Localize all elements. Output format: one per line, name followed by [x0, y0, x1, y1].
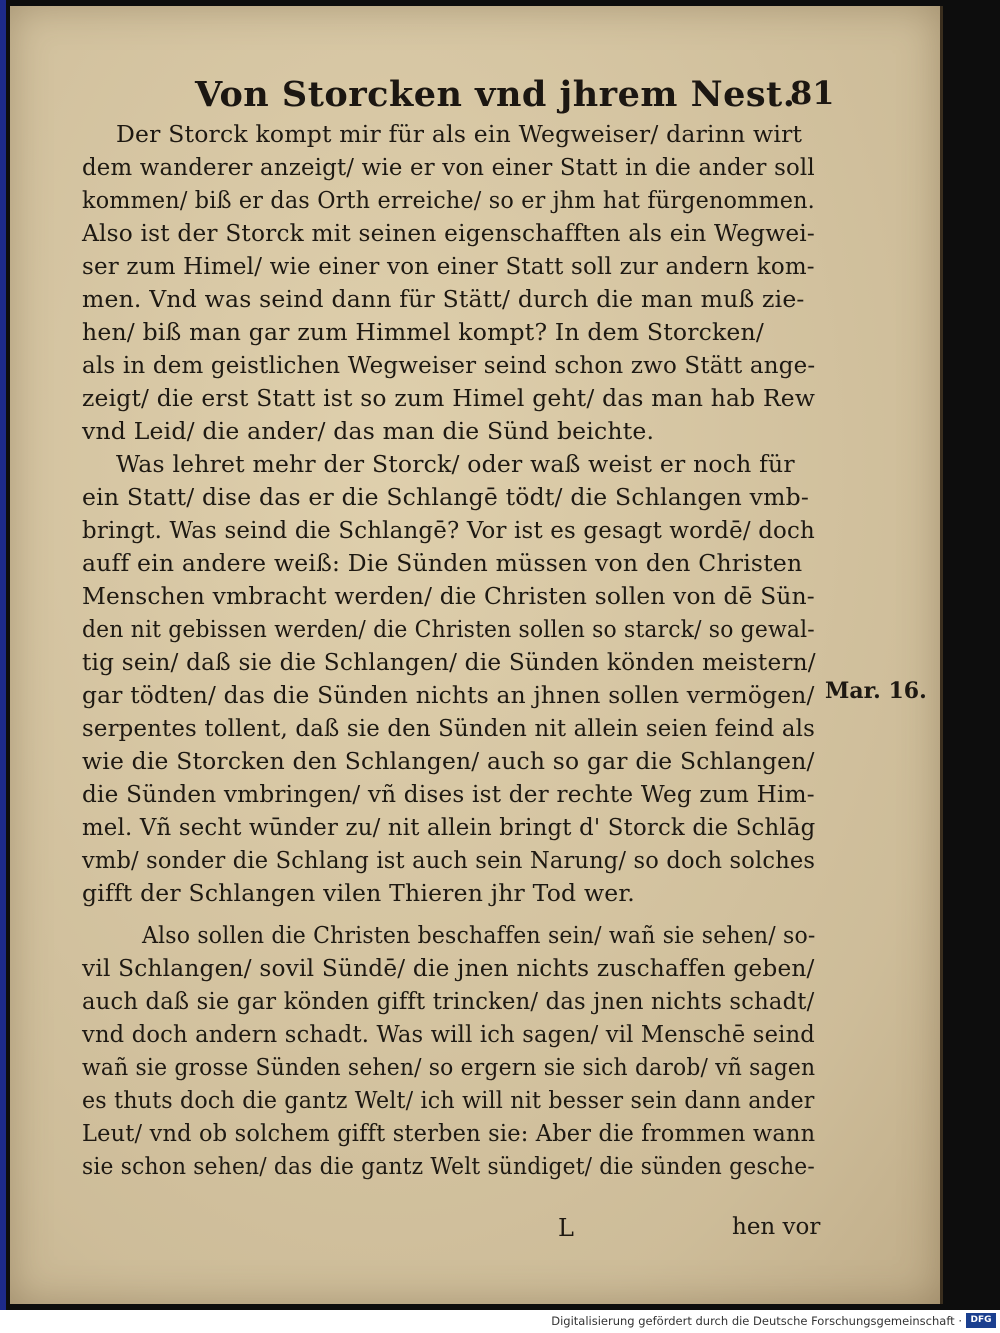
- text-line: Also sollen die Christen beschaffen sein/ wañ sie sehen/ so-: [142, 921, 816, 949]
- text-line: wie die Storcken den Schlangen/ auch so gar die Schlangen/: [82, 747, 815, 775]
- footer-bar: [0, 1310, 1000, 1333]
- text-line: vnd Leid/ die ander/ das man die Sünd beichte.: [82, 417, 655, 445]
- text-line: gar tödten/ das die Sünden nichts an jhnen sollen vermögen/: [82, 681, 815, 709]
- text-line: zeigt/ die erst Statt ist so zum Himel geht/ das man hab Rew: [82, 384, 816, 412]
- text-line: wañ sie grosse Sünden sehen/ so ergern sie sich darob/ vñ sagen: [82, 1053, 816, 1081]
- text-line: vmb/ sonder die Schlang ist auch sein Narung/ so doch solches: [82, 846, 816, 874]
- text-line: bringt. Was seind die Schlangē? Vor ist es gesagt wordē/ doch: [82, 516, 815, 544]
- text-line: kommen/ biß er das Orth erreiche/ so er jhm hat fürgenommen.: [82, 186, 815, 214]
- text-line: Der Storck kompt mir für als ein Wegweiser/ darinn wirt: [116, 120, 803, 148]
- text-line: auff ein andere weiß: Die Sünden müssen von den Christen: [82, 549, 803, 577]
- page-header: [195, 74, 835, 124]
- dfg-logo-icon: DFG: [966, 1313, 996, 1328]
- running-title: Von Storcken vnd jhrem Nest.: [195, 74, 796, 115]
- text-line: den nit gebissen werden/ die Christen sollen so starck/ so gewal-: [82, 615, 815, 643]
- text-line: als in dem geistlichen Wegweiser seind schon zwo Stätt ange-: [82, 351, 816, 379]
- dfg-credit-text: Digitalisierung gefördert durch die Deutsche Forschungsgemeinschaft ·: [551, 1314, 962, 1328]
- text-line: gifft der Schlangen vilen Thieren jhr Tod wer.: [82, 879, 635, 907]
- text-line: die Sünden vmbringen/ vñ dises ist der rechte Weg zum Him-: [82, 780, 815, 808]
- text-line: Was lehret mehr der Storck/ oder waß weist er noch für: [116, 450, 795, 478]
- margin-note: Mar. 16.: [825, 678, 927, 704]
- page-number: 81: [790, 74, 835, 112]
- text-line: tig sein/ daß sie die Schlangen/ die Sünden könden meistern/: [82, 648, 816, 676]
- text-line: dem wanderer anzeigt/ wie er von einer Statt in die ander soll: [82, 153, 815, 181]
- text-line: es thuts doch die gantz Welt/ ich will nit besser sein dann ander: [82, 1086, 815, 1114]
- book-page: [10, 6, 943, 1304]
- text-line: men. Vnd was seind dann für Stätt/ durch die man muß zie-: [82, 285, 805, 313]
- catchword: hen vor: [732, 1214, 821, 1240]
- text-line: vnd doch andern schadt. Was will ich sagen/ vil Menschē seind: [82, 1020, 815, 1048]
- text-line: auch daß sie gar könden gifft trincken/ das jnen nichts schadt/: [82, 987, 815, 1015]
- signature-mark: L: [558, 1214, 574, 1242]
- text-line: ser zum Himel/ wie einer von einer Statt soll zur andern kom-: [82, 252, 815, 280]
- text-line: Leut/ vnd ob solchem gifft sterben sie: Aber die frommen wann: [82, 1119, 816, 1147]
- text-line: vil Schlangen/ sovil Sündē/ die jnen nichts zuschaffen geben/: [82, 954, 815, 982]
- text-line: serpentes tollent, daß sie den Sünden nit allein seien feind als: [82, 714, 815, 742]
- text-line: Menschen vmbracht werden/ die Christen sollen von dē Sün-: [82, 582, 815, 610]
- text-line: sie schon sehen/ das die gantz Welt sündiget/ die sünden gesche-: [82, 1152, 815, 1180]
- text-line: hen/ biß man gar zum Himmel kompt? In dem Storcken/: [82, 318, 764, 346]
- text-line: ein Statt/ dise das er die Schlangē tödt/ die Schlangen vmb-: [82, 483, 810, 511]
- scan-edge-rule: [0, 0, 6, 1310]
- text-line: Also ist der Storck mit seinen eigenschafften als ein Wegwei-: [82, 219, 815, 247]
- text-line: mel. Vñ secht wūnder zu/ nit allein bringt d' Storck die Schlāg: [82, 813, 816, 841]
